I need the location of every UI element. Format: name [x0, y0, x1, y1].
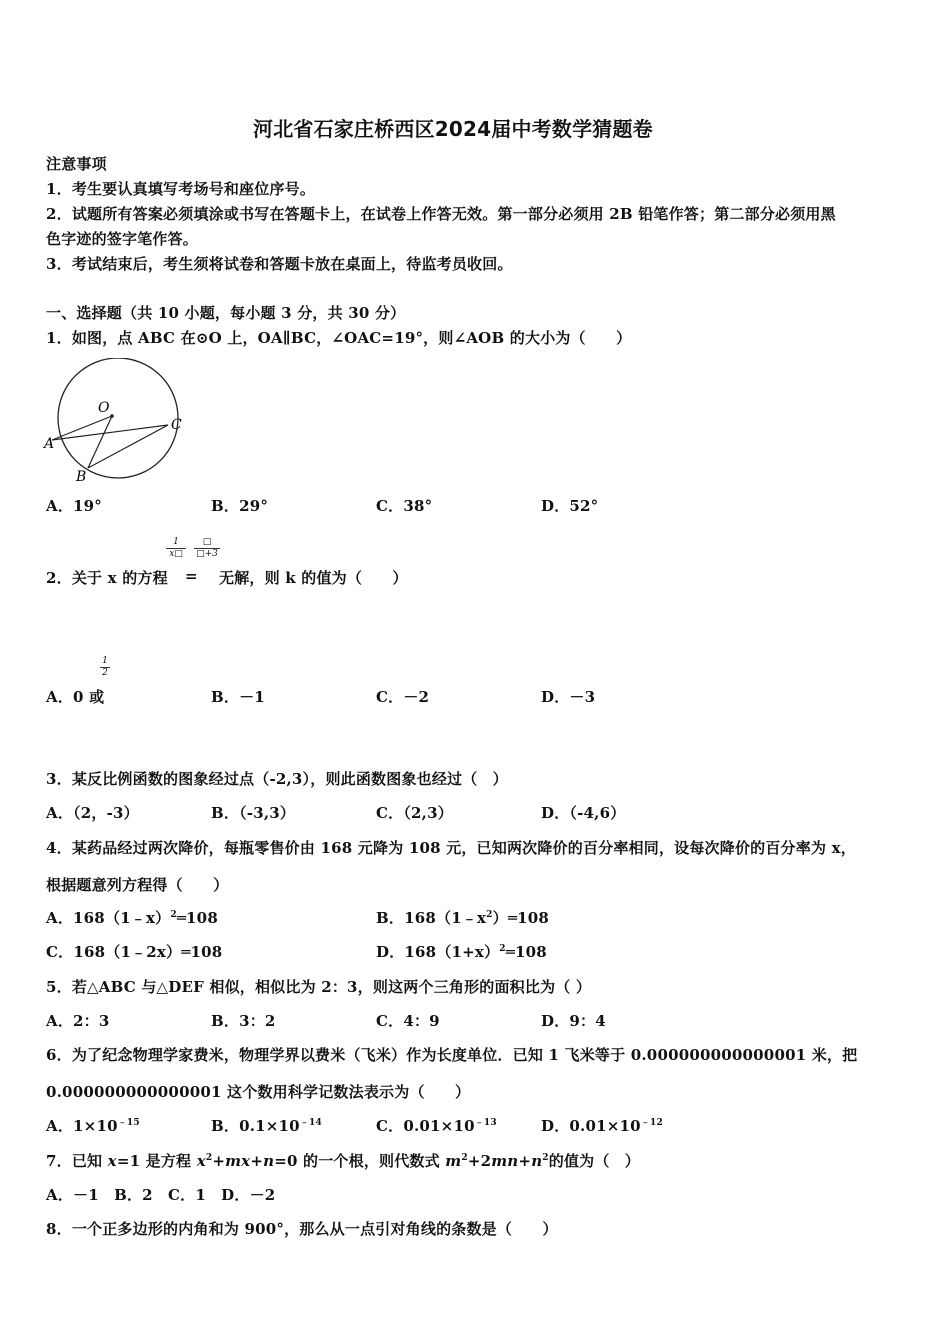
q1-option-c: C．38° [376, 497, 433, 515]
q7-options: A．－1 B．2 C．1 D．－2 [46, 1186, 276, 1204]
q4-option-a: A．168（1﹣x）$^2$═108 [46, 909, 218, 927]
q5-stem: 5．若△ABC 与△DEF 相似，相似比为 2：3，则这两个三角形的面积比为（ ） [46, 978, 592, 996]
q3-option-a: A．（2，-3） [46, 804, 139, 822]
q1-option-a: A．19° [46, 497, 103, 515]
q4-option-b: B．$168(1﹣x^2)═108$ [376, 909, 549, 927]
q2-option-a: A．0 或 [46, 688, 105, 706]
q4-option-c: C．168（1﹣2x）═108 [46, 943, 223, 961]
q5-option-b: B．3：2 [211, 1012, 276, 1030]
q6-option-c: C．$0.01\times 10^{﹣13}$ [376, 1117, 497, 1135]
notice-item-3: 3．考试结束后，考生须将试卷和答题卡放在桌面上，待监考员收回。 [46, 255, 513, 273]
notice-heading: 注意事项 [46, 155, 107, 173]
q3-option-b: B．（-3,3） [211, 804, 296, 822]
q6-stem-line1: 6．为了纪念物理学家费米，物理学界以费米（飞米）作为长度单位．已知 1 飞米等于 0.000000000000001 米，把 [46, 1046, 858, 1064]
circle-o [58, 358, 178, 478]
notice-item-2: 2．试题所有答案必须填涂或书写在答题卡上，在试卷上作答无效。第一部分必须用 2B 铅笔作答；第二部分必须用黑 [46, 205, 836, 223]
q5-option-d: D．9：4 [541, 1012, 606, 1030]
label-o: O [98, 400, 110, 416]
q6-option-a: A．$1\times 10^{﹣15}$ [46, 1117, 140, 1135]
q6-option-d: D．$0.01\times 10^{﹣12}$ [541, 1117, 663, 1135]
q7-stem: 7．已知 x=1 是方程 $x^2+mx+n=0$ 的一个根，则代数式 $m^2+2mn+n^2$的值为（ ） [46, 1152, 640, 1170]
q6-option-b: B．$0.1\times 10^{﹣14}$ [211, 1117, 322, 1135]
notice-item-1: 1．考生要认真填写考场号和座位序号。 [46, 180, 316, 198]
q1-stem: 1．如图，点 ABC 在⊙O 上，OA∥BC，∠OAC=19°，则∠AOB 的大小为（ ） [46, 329, 632, 347]
point-o [110, 414, 114, 418]
q3-option-d: D．（-4,6） [541, 804, 626, 822]
q5-option-c: C．4：9 [376, 1012, 440, 1030]
q3-stem: 3．某反比例函数的图象经过点（-2,3），则此函数图象也经过（ ） [46, 770, 508, 788]
q2-fraction-2: □ □+3 [194, 537, 220, 560]
q2-stem-left: 2．关于 x 的方程 [46, 569, 168, 587]
q2-fraction-1: $\frac{1}{x□}$ [166, 537, 186, 560]
section-heading: 一、选择题（共 10 小题，每小题 3 分，共 30 分） [46, 304, 406, 322]
q2-option-a-fraction: $\frac{1}{2}$ [100, 656, 110, 679]
q1-option-d: D．52° [541, 497, 599, 515]
q1-circle-figure [40, 358, 185, 483]
q4-option-d: D．$168(1+x)^2═108$ [376, 943, 547, 961]
q6-stem-line2: 0.000000000000001 这个数用科学记数法表示为（ ） [46, 1083, 471, 1101]
q8-stem: 8．一个正多边形的内角和为 900°，那么从一点引对角线的条数是（ ） [46, 1220, 558, 1238]
q2-option-c: C．－2 [376, 688, 430, 706]
q5-option-a: A．2：3 [46, 1012, 110, 1030]
q2-option-d: D．－3 [541, 688, 596, 706]
q1-option-b: B．29° [211, 497, 269, 515]
segment-bc [88, 425, 168, 468]
label-c: C [171, 417, 182, 433]
notice-item-2-cont: 色字迹的签字笔作答。 [46, 230, 199, 248]
q2-equals: = [185, 567, 198, 585]
q3-option-c: C．（2,3） [376, 804, 453, 822]
q4-stem-line2: 根据题意列方程得（ ） [46, 876, 229, 894]
label-b: B [76, 469, 87, 483]
q2-option-b: B．－1 [211, 688, 265, 706]
page-title: 河北省石家庄桥西区2024届中考数学猜题卷 [253, 117, 653, 141]
label-a: A [44, 436, 55, 452]
q4-stem-line1: 4．某药品经过两次降价，每瓶零售价由 168 元降为 108 元，已知两次降价的百分率相同，设每次降价的百分率为 x， [46, 839, 856, 857]
q2-stem-right: 无解，则 k 的值为（ ） [219, 569, 408, 587]
